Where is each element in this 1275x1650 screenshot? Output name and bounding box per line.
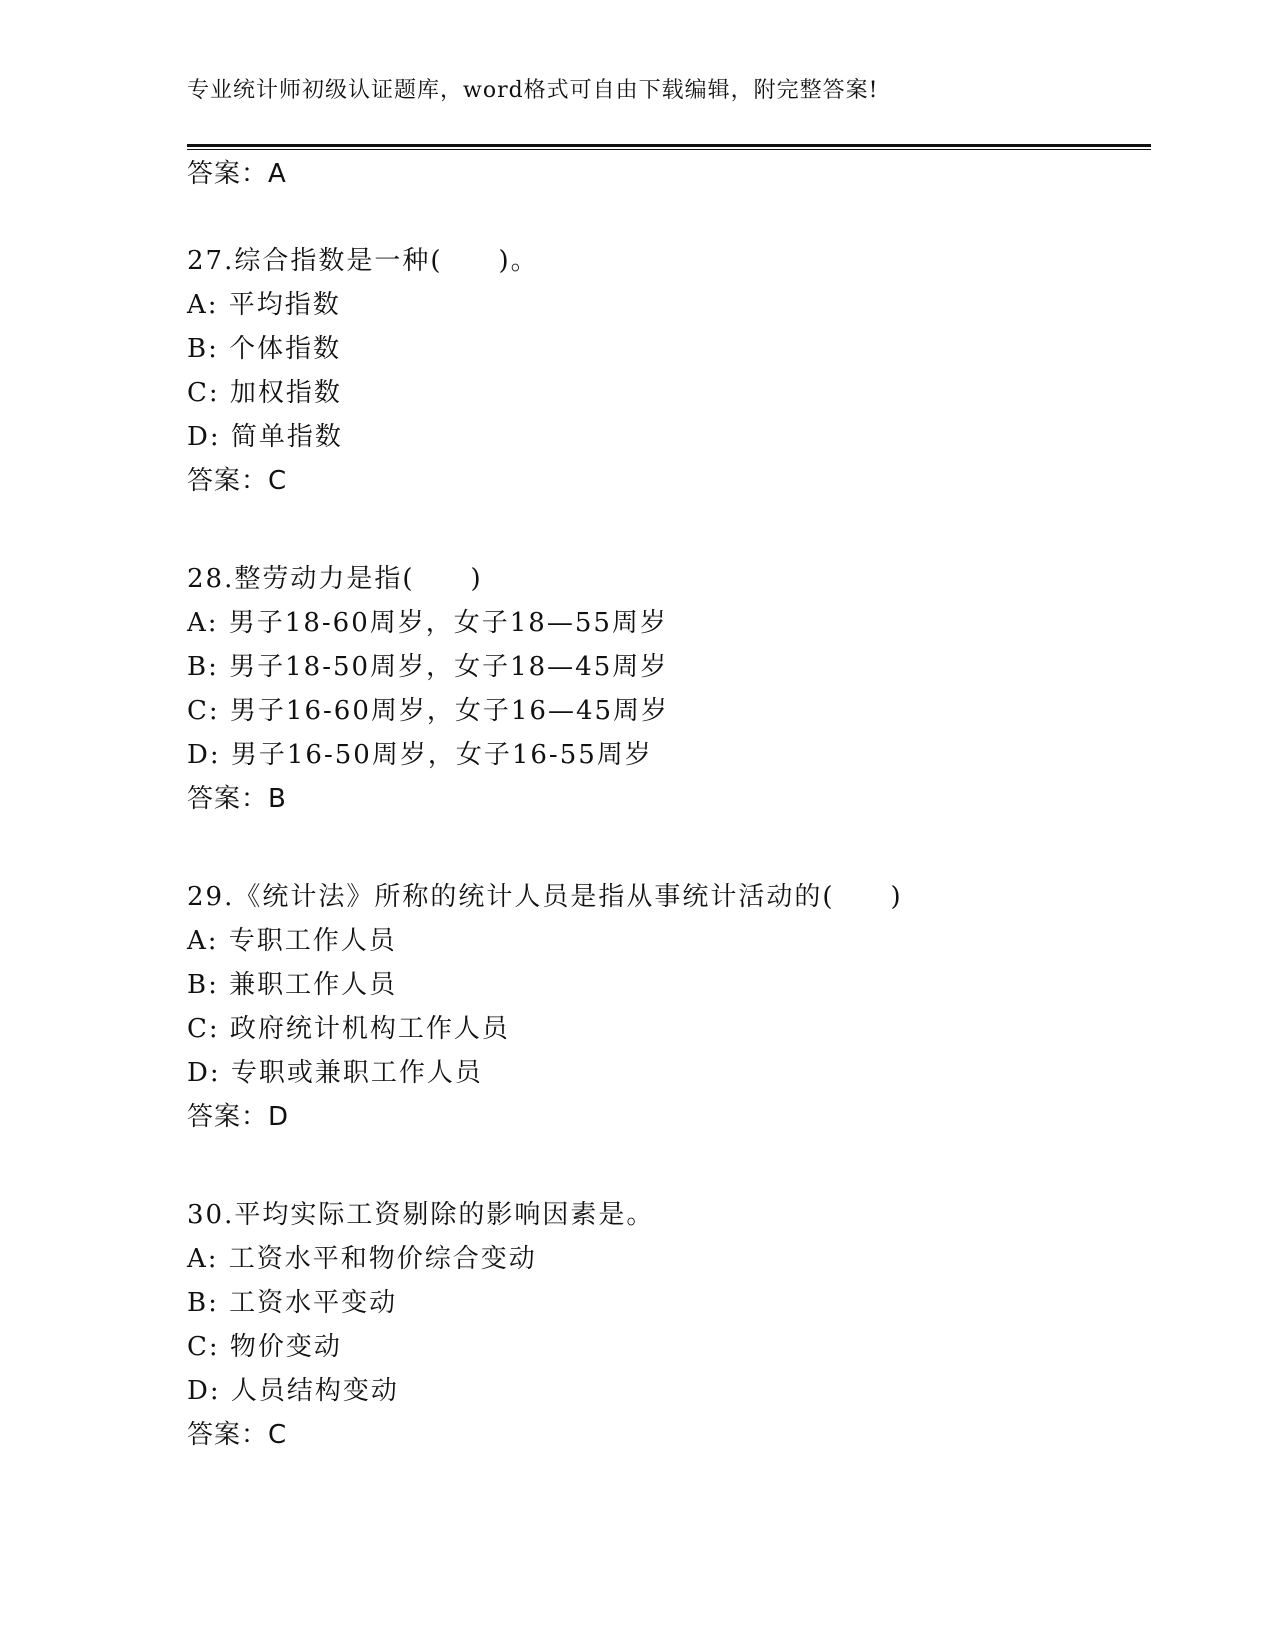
option-a: A: 男子18-60周岁，女子18—55周岁 [187, 608, 668, 638]
question-stem: 28.整劳动力是指( ) [187, 564, 483, 594]
option-a: A: 专职工作人员 [187, 926, 397, 956]
header-divider [187, 144, 1151, 150]
answer: 答案：C [187, 466, 288, 496]
option-b: B: 个体指数 [187, 334, 342, 364]
option-a: A: 工资水平和物价综合变动 [187, 1244, 537, 1274]
question-stem: 29.《统计法》所称的统计人员是指从事统计活动的( ) [187, 882, 903, 912]
previous-answer: 答案：A [187, 159, 287, 189]
answer: 答案：D [187, 1102, 290, 1132]
option-c: C: 男子16-60周岁，女子16—45周岁 [187, 696, 670, 726]
option-b: B: 兼职工作人员 [187, 970, 398, 1000]
answer: 答案：B [187, 784, 287, 814]
option-d: D: 男子16-50周岁，女子16-55周岁 [187, 740, 653, 770]
question-stem: 27.综合指数是一种( )。 [187, 246, 539, 276]
option-d: D: 简单指数 [187, 422, 343, 452]
question-stem: 30.平均实际工资剔除的影响因素是。 [187, 1200, 655, 1230]
option-c: C: 物价变动 [187, 1332, 342, 1362]
answer: 答案：C [187, 1420, 288, 1450]
option-b: B: 工资水平变动 [187, 1288, 398, 1318]
option-c: C: 政府统计机构工作人员 [187, 1014, 510, 1044]
option-d: D: 人员结构变动 [187, 1376, 399, 1406]
option-a: A: 平均指数 [187, 290, 341, 320]
option-d: D: 专职或兼职工作人员 [187, 1058, 483, 1088]
option-b: B: 男子18-50周岁，女子18—45周岁 [187, 652, 669, 682]
header-text: 专业统计师初级认证题库，word格式可自由下载编辑，附完整答案! [187, 78, 879, 103]
option-c: C: 加权指数 [187, 378, 342, 408]
